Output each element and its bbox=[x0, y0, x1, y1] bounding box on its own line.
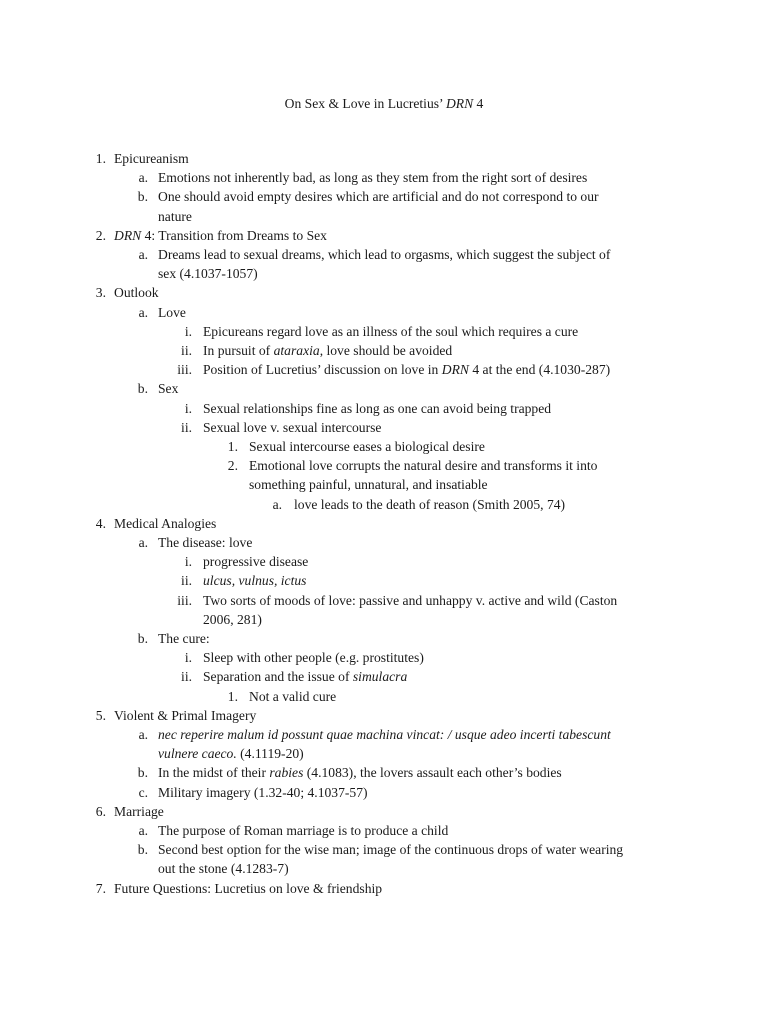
italic-run: rabies bbox=[269, 765, 304, 781]
outline-text bbox=[114, 706, 256, 725]
italic-run: ataraxia bbox=[273, 343, 320, 358]
outline-marker: b. bbox=[137, 842, 148, 858]
text-run: , love should be avoided bbox=[319, 343, 453, 358]
text-run: Sexual love v. sexual intercourse bbox=[203, 419, 382, 435]
text-run: Sex bbox=[158, 381, 179, 397]
text-run: out the stone (4.1283-7) bbox=[158, 861, 289, 877]
outline-text bbox=[158, 168, 587, 187]
outline-marker: 4. bbox=[95, 515, 106, 531]
outline-text bbox=[203, 648, 424, 667]
outline-marker: ii. bbox=[181, 669, 192, 685]
text-run: Second best option for the wise man; image of the continuous drops of water wearing bbox=[158, 842, 624, 858]
outline-marker: b. bbox=[137, 765, 148, 781]
outline-marker: a. bbox=[272, 496, 282, 512]
outline-marker: c. bbox=[138, 784, 148, 800]
title-prefix: On Sex & Love in Lucretius’ bbox=[284, 96, 446, 111]
text-run: Future Questions: Lucretius on love & friendship bbox=[114, 880, 383, 896]
text-run: Epicureans regard love as an illness of the soul which requires a cure bbox=[203, 323, 579, 339]
outline-marker: 2. bbox=[227, 458, 238, 474]
outline-marker: iii. bbox=[177, 362, 192, 378]
outline-marker: 7. bbox=[95, 880, 106, 896]
outline-text bbox=[203, 591, 617, 610]
text-run: love leads to the death of reason (Smith 2005, 74) bbox=[294, 496, 566, 512]
outline-text bbox=[114, 879, 382, 898]
text-run: Two sorts of moods of love: passive and unhappy v. active and wild (Caston bbox=[203, 592, 618, 608]
outline-marker: i. bbox=[184, 400, 192, 416]
outline-text bbox=[203, 667, 407, 686]
outline-marker: 1. bbox=[227, 688, 238, 704]
italic-run: simulacra bbox=[352, 669, 408, 685]
outline-text bbox=[158, 379, 178, 398]
outline-marker: b. bbox=[137, 189, 148, 205]
text-run: progressive disease bbox=[203, 554, 309, 570]
outline-text bbox=[249, 456, 597, 475]
text-run: Sexual relationships fine as long as one can avoid being trapped bbox=[203, 400, 552, 416]
outline-text bbox=[158, 725, 611, 744]
outline-marker: i. bbox=[184, 650, 192, 666]
outline-marker: a. bbox=[138, 247, 148, 262]
outline-text bbox=[114, 802, 164, 821]
outline-marker: 6. bbox=[95, 803, 106, 819]
outline-text bbox=[249, 475, 488, 494]
text-run: 4 at the end (4.1030-287) bbox=[468, 362, 611, 378]
outline-text bbox=[158, 821, 448, 840]
outline-text bbox=[203, 418, 381, 437]
outline-text bbox=[158, 744, 304, 763]
outline-text bbox=[158, 840, 623, 859]
outline-text bbox=[203, 552, 308, 571]
outline-text bbox=[249, 687, 336, 706]
text-run: One should avoid empty desires which are artificial and do not correspond to our bbox=[158, 189, 599, 205]
text-run: Epicureanism bbox=[114, 151, 189, 166]
text-run: The purpose of Roman marriage is to produce a child bbox=[158, 823, 449, 838]
outline-text bbox=[114, 226, 327, 245]
outline-marker: a. bbox=[138, 535, 148, 550]
text-run: Sleep with other people (e.g. prostitutes) bbox=[203, 650, 424, 666]
text-run: Outlook bbox=[114, 285, 159, 301]
outline-text bbox=[158, 207, 192, 226]
outline-marker: ii. bbox=[181, 419, 192, 435]
italic-run: nec reperire malum id possunt quae machina vincat: / usque adeo incerti tabescunt bbox=[158, 727, 611, 742]
text-run: The cure: bbox=[158, 631, 210, 646]
outline-text bbox=[203, 610, 262, 629]
outline-text bbox=[203, 399, 551, 418]
text-run: In pursuit of bbox=[203, 343, 274, 358]
text-run: In the midst of their bbox=[158, 765, 270, 781]
text-run: Position of Lucretius’ discussion on love in bbox=[203, 362, 442, 378]
outline-marker: ii. bbox=[181, 343, 192, 358]
outline-text bbox=[158, 629, 210, 648]
text-run: 4: Transition from Dreams to Sex bbox=[141, 227, 327, 243]
title-italic: DRN bbox=[445, 96, 474, 111]
text-run: Emotional love corrupts the natural desire and transforms it into bbox=[249, 458, 598, 474]
outline-marker: a. bbox=[138, 823, 148, 838]
title-suffix: 4 bbox=[473, 96, 484, 111]
outline-text bbox=[158, 763, 562, 782]
text-run: nature bbox=[158, 208, 192, 224]
outline-marker: ii. bbox=[181, 573, 192, 589]
outline-text bbox=[294, 495, 565, 514]
outline-text bbox=[158, 783, 368, 802]
text-run: Military imagery (1.32-40; 4.1037-57) bbox=[158, 784, 368, 800]
outline-marker: a. bbox=[138, 170, 148, 186]
outline-marker: 2. bbox=[95, 227, 106, 243]
outline-marker: b. bbox=[137, 381, 148, 397]
text-run: Marriage bbox=[114, 803, 164, 819]
outline-marker: 1. bbox=[95, 151, 106, 166]
italic-run: vulnere caeco. bbox=[158, 746, 237, 762]
text-run: The disease: love bbox=[158, 535, 253, 550]
outline-marker: i. bbox=[184, 554, 192, 570]
italic-run: ulcus, vulnus, ictus bbox=[203, 573, 307, 589]
outline-text bbox=[114, 514, 216, 533]
outline-text bbox=[114, 283, 159, 302]
text-run: (4.1119-20) bbox=[236, 746, 304, 762]
outline-text bbox=[249, 437, 485, 456]
outline-text bbox=[158, 859, 289, 878]
outline-marker: b. bbox=[137, 631, 148, 646]
italic-run: DRN bbox=[114, 227, 142, 243]
outline-marker: 3. bbox=[95, 285, 106, 301]
outline-marker: iii. bbox=[177, 592, 192, 608]
italic-run: DRN bbox=[441, 362, 469, 378]
outline-text bbox=[158, 533, 252, 552]
text-run: Medical Analogies bbox=[114, 515, 217, 531]
outline-text bbox=[158, 187, 599, 206]
outline-marker: a. bbox=[138, 304, 148, 320]
text-run: Emotions not inherently bad, as long as they stem from the right sort of desires bbox=[158, 170, 588, 186]
text-run: Separation and the issue of bbox=[203, 669, 353, 685]
text-run: Violent & Primal Imagery bbox=[114, 707, 257, 723]
text-run: something painful, unnatural, and insatiable bbox=[249, 477, 488, 493]
outline-text bbox=[158, 245, 610, 264]
outline-marker: i. bbox=[184, 323, 192, 339]
text-run: Sexual intercourse eases a biological desire bbox=[249, 439, 485, 454]
outline-marker: 5. bbox=[95, 707, 106, 723]
outline-text bbox=[114, 149, 189, 168]
text-run: sex (4.1037-1057) bbox=[158, 266, 258, 282]
outline-marker: 1. bbox=[227, 439, 238, 454]
outline-text bbox=[203, 341, 452, 360]
text-run: Not a valid cure bbox=[249, 688, 337, 704]
outline-text bbox=[203, 360, 610, 379]
text-run: 2006, 281) bbox=[203, 611, 262, 627]
text-run: (4.1083), the lovers assault each other’s bodies bbox=[303, 765, 562, 781]
outline-text bbox=[203, 322, 578, 341]
outline-marker: a. bbox=[138, 727, 148, 742]
text-run: Love bbox=[158, 304, 186, 320]
outline-text bbox=[158, 264, 258, 283]
outline-text bbox=[203, 571, 306, 590]
document-title bbox=[0, 94, 768, 113]
text-run: Dreams lead to sexual dreams, which lead to orgasms, which suggest the subject of bbox=[158, 247, 611, 262]
outline-text bbox=[158, 303, 186, 322]
